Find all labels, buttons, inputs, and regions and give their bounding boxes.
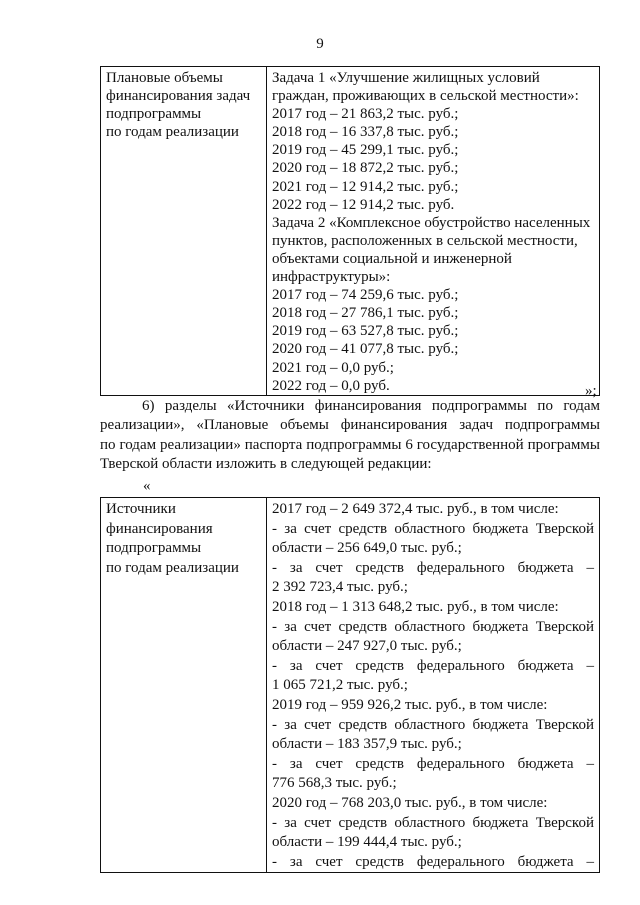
body-paragraph: [100, 397, 600, 475]
federal-budget-line: - за счет средств федерального бюджета –: [272, 657, 594, 674]
regional-budget-amount-line: области – 256 649,0 тыс. руб.;: [272, 540, 462, 557]
federal-budget-amount-line: 2 392 723,4 тыс. руб.;: [272, 579, 408, 596]
year-total-line: 2020 год – 768 203,0 тыс. руб., в том числе:: [272, 794, 548, 811]
year-amount-line: 2022 год – 12 914,2 тыс. руб.: [272, 196, 455, 213]
year-amount-line: 2019 год – 63 527,8 тыс. руб.;: [272, 323, 459, 340]
row-heading-cell: [101, 67, 267, 396]
table-row: [101, 498, 600, 873]
opening-quote: «: [143, 478, 151, 494]
closing-quote: »;: [585, 383, 597, 399]
table-row: [101, 67, 600, 396]
task-title-line: пунктов, расположенных в сельской местности,: [272, 232, 578, 249]
row-heading-line: подпрограммы: [106, 540, 202, 557]
federal-budget-line: - за счет средств федерального бюджета –: [272, 853, 594, 870]
row-heading-line: по годам реализации: [106, 559, 239, 576]
funding-tasks-table: [100, 66, 600, 396]
paragraph-line: Тверской области изложить в следующей редакции:: [100, 456, 432, 473]
task-title-line: инфраструктуры»:: [272, 269, 391, 286]
task-title-line: объектами социальной и инженерной: [272, 250, 512, 267]
row-heading-line: финансирования задач: [106, 88, 251, 105]
year-amount-line: 2018 год – 27 786,1 тыс. руб.;: [272, 305, 459, 322]
regional-budget-line: - за счет средств областного бюджета Тверской: [272, 520, 594, 537]
row-heading-cell: [101, 498, 267, 873]
year-amount-line: 2018 год – 16 337,8 тыс. руб.;: [272, 124, 459, 141]
year-amount-line: 2021 год – 0,0 руб.;: [272, 359, 394, 376]
federal-budget-line: - за счет средств федерального бюджета –: [272, 559, 594, 576]
year-amount-line: 2017 год – 21 863,2 тыс. руб.;: [272, 106, 459, 123]
federal-budget-amount-line: 776 568,3 тыс. руб.;: [272, 775, 397, 792]
row-heading-line: финансирования: [106, 520, 213, 537]
task-title-line: граждан, проживающих в сельской местности»:: [272, 88, 579, 105]
page-number: 9: [316, 36, 324, 52]
year-amount-line: 2020 год – 18 872,2 тыс. руб.;: [272, 160, 459, 177]
federal-budget-line: - за счет средств федерального бюджета –: [272, 755, 594, 772]
year-total-line: 2018 год – 1 313 648,2 тыс. руб., в том числе:: [272, 598, 559, 615]
paragraph-line: реализации», «Плановые объемы финансирования задач подпрограммы: [100, 417, 600, 434]
row-content-cell: [267, 67, 600, 396]
row-heading-line: подпрограммы: [106, 106, 202, 123]
paragraph-line: по годам реализации» паспорта подпрограммы 6 государственной программы: [100, 436, 600, 453]
row-heading-line: Источники: [106, 501, 176, 517]
task-title-line: Задача 1 «Улучшение жилищных условий: [272, 70, 540, 86]
row-heading-line: по годам реализации: [106, 124, 239, 141]
regional-budget-amount-line: области – 183 357,9 тыс. руб.;: [272, 736, 462, 753]
task-title-line: Задача 2 «Комплексное обустройство населенных: [272, 214, 591, 231]
paragraph-line: 6) разделы «Источники финансирования подпрограммы по годам: [142, 398, 600, 414]
year-amount-line: 2021 год – 12 914,2 тыс. руб.;: [272, 178, 459, 195]
regional-budget-line: - за счет средств областного бюджета Тверской: [272, 814, 594, 831]
regional-budget-line: - за счет средств областного бюджета Тверской: [272, 618, 594, 635]
year-total-line: 2017 год – 2 649 372,4 тыс. руб., в том числе:: [272, 501, 559, 517]
row-content-cell: [267, 498, 600, 873]
regional-budget-amount-line: области – 247 927,0 тыс. руб.;: [272, 638, 462, 655]
year-amount-line: 2017 год – 74 259,6 тыс. руб.;: [272, 287, 459, 304]
federal-budget-amount-line: 1 065 721,2 тыс. руб.;: [272, 677, 408, 694]
year-amount-line: 2020 год – 41 077,8 тыс. руб.;: [272, 341, 459, 358]
year-amount-line: 2019 год – 45 299,1 тыс. руб.;: [272, 142, 459, 159]
funding-sources-table: [100, 497, 600, 873]
row-heading-line: Плановые объемы: [106, 70, 223, 86]
year-total-line: 2019 год – 959 926,2 тыс. руб., в том числе:: [272, 696, 548, 713]
regional-budget-line: - за счет средств областного бюджета Тверской: [272, 716, 594, 733]
regional-budget-amount-line: области – 199 444,4 тыс. руб.;: [272, 834, 462, 851]
year-amount-line: 2022 год – 0,0 руб.: [272, 377, 390, 394]
